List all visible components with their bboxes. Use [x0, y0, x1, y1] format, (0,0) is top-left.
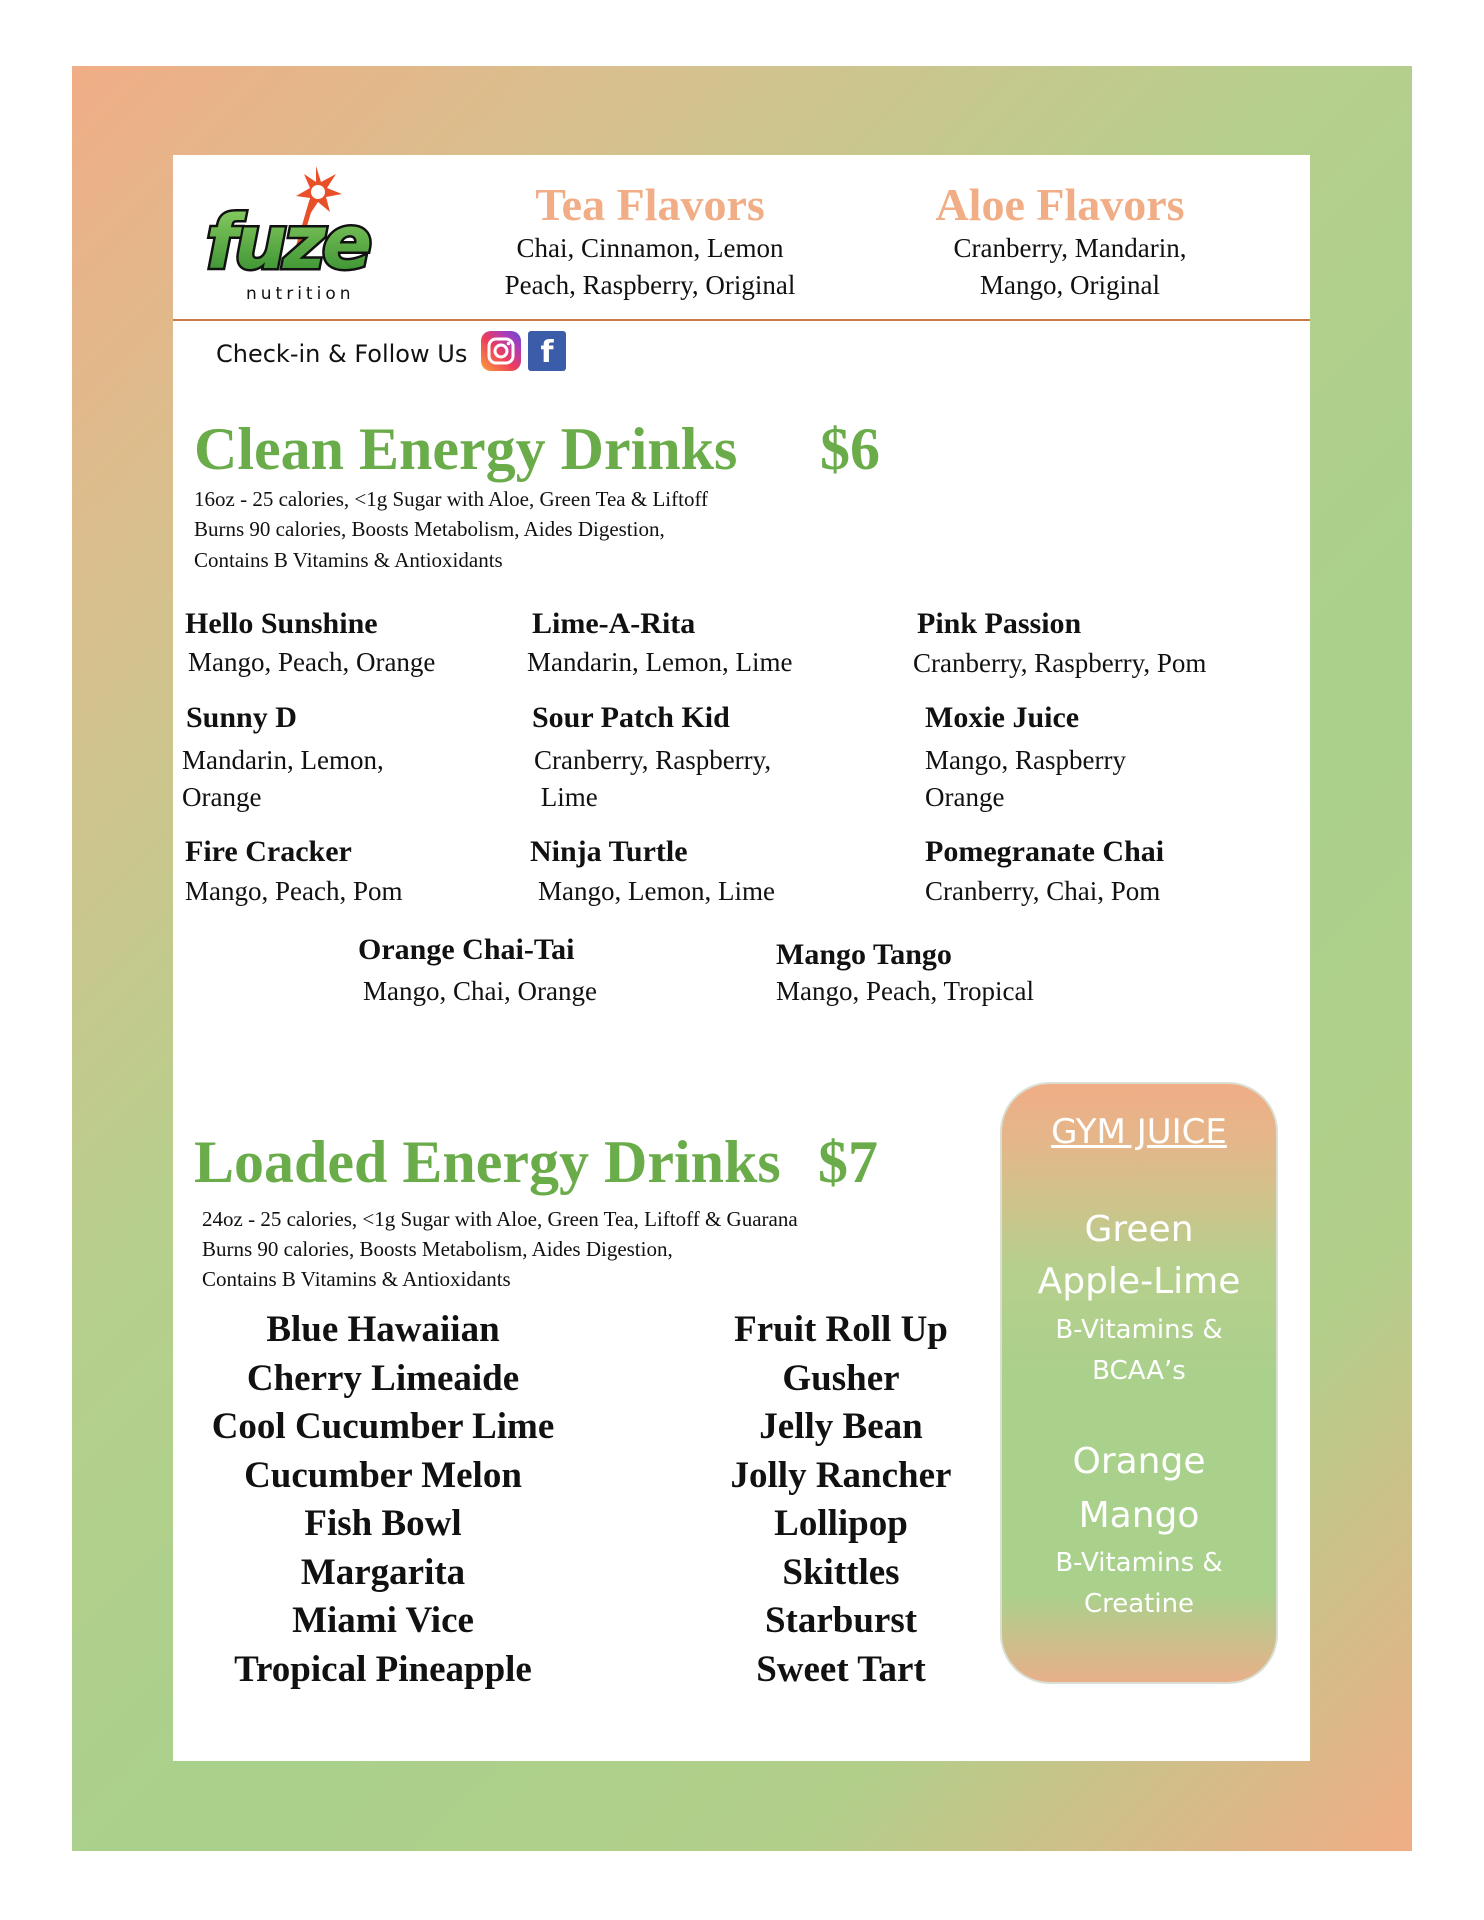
- logo-wordmark: fuze: [206, 200, 369, 286]
- instagram-icon[interactable]: [481, 331, 521, 371]
- loaded-right-list: [621, 1306, 1061, 1694]
- drink-name: Ninja Turtle: [530, 835, 688, 868]
- list-item: Cucumber Melon: [244, 1454, 522, 1496]
- drink-name: Pink Passion: [917, 607, 1082, 640]
- gym-item-1-sub-line-1: B-Vitamins &: [1055, 1315, 1223, 1345]
- aloe-flavors-line-1: Cranberry, Mandarin,: [953, 233, 1187, 263]
- gym-juice-box: [1000, 1082, 1278, 1684]
- gym-item-2-name-line-2: Mango: [1078, 1495, 1200, 1536]
- drink-flavors: Mango, Chai, Orange: [363, 976, 597, 1006]
- gym-item-1-name-line-2: Apple-Lime: [1037, 1261, 1241, 1302]
- list-item: Skittles: [782, 1551, 900, 1593]
- facebook-icon[interactable]: f: [528, 331, 566, 371]
- follow-us-text: Check-in & Follow Us: [216, 340, 468, 368]
- loaded-energy-desc-3: Contains B Vitamins & Antioxidants: [202, 1267, 511, 1291]
- clean-energy-desc-2: Burns 90 calories, Boosts Metabolism, Aides Digestion,: [194, 517, 665, 541]
- list-item: Miami Vice: [292, 1600, 474, 1641]
- list-item: Blue Hawaiian: [266, 1309, 500, 1350]
- drink-name: Orange Chai-Tai: [358, 933, 575, 966]
- tea-flavors-line-2: Peach, Raspberry, Original: [504, 270, 796, 300]
- drink-flavors: Mango, Raspberry: [925, 745, 1126, 775]
- drink-flavors: Cranberry, Raspberry, Pom: [913, 648, 1207, 678]
- fuze-logo: [200, 160, 416, 310]
- gym-item-1-name-line-1: Green: [1084, 1209, 1194, 1250]
- list-item: Fish Bowl: [304, 1503, 462, 1544]
- list-item: Margarita: [300, 1551, 466, 1593]
- drink-name: Lime-A-Rita: [532, 607, 696, 640]
- drink-name: Sunny D: [186, 701, 297, 734]
- gym-item-1-sub-line-2: BCAA’s: [1092, 1356, 1186, 1386]
- loaded-energy-desc-2: Burns 90 calories, Boosts Metabolism, Aides Digestion,: [202, 1237, 673, 1261]
- drink-flavors: Mango, Peach, Pom: [185, 876, 403, 906]
- drink-flavors: Mandarin, Lemon, Lime: [527, 647, 793, 677]
- list-item: Lollipop: [774, 1503, 908, 1544]
- loaded-energy-price: $7: [818, 1129, 878, 1195]
- drink-name: Moxie Juice: [925, 701, 1080, 734]
- drink-flavors: Cranberry, Raspberry,: [534, 745, 772, 775]
- loaded-energy-title: Loaded Energy Drinks: [194, 1129, 781, 1195]
- aloe-flavors-title: Aloe Flavors: [935, 179, 1185, 230]
- list-item: Cool Cucumber Lime: [211, 1406, 555, 1447]
- drink-name: Sour Patch Kid: [532, 701, 730, 734]
- list-item: Cherry Limeaide: [246, 1357, 520, 1399]
- drink-flavors: Mandarin, Lemon,: [182, 745, 384, 775]
- loaded-left-list: [163, 1306, 603, 1694]
- list-item: Starburst: [764, 1600, 918, 1641]
- drink-flavors: Mango, Peach, Orange: [188, 647, 436, 677]
- logo-tagline: nutrition: [246, 284, 355, 304]
- drink-flavors: Mango, Lemon, Lime: [538, 876, 775, 906]
- drink-flavors: Cranberry, Chai, Pom: [925, 876, 1161, 906]
- gym-item-2-sub-line-2: Creatine: [1083, 1589, 1195, 1619]
- list-item: Sweet Tart: [756, 1648, 926, 1690]
- loaded-energy-desc-1: 24oz - 25 calories, <1g Sugar with Aloe, Green Tea, Liftoff & Guarana: [202, 1207, 798, 1231]
- clean-energy-desc-3: Contains B Vitamins & Antioxidants: [194, 548, 503, 572]
- list-item: Fruit Roll Up: [734, 1309, 948, 1350]
- clean-energy-desc-1: 16oz - 25 calories, <1g Sugar with Aloe, Green Tea & Liftoff: [194, 487, 709, 511]
- drink-name: Pomegranate Chai: [925, 835, 1165, 868]
- drink-flavors: Lime: [534, 782, 598, 812]
- gym-item-2-sub-line-1: B-Vitamins &: [1055, 1548, 1223, 1578]
- list-item: Tropical Pineapple: [234, 1648, 532, 1690]
- gym-item-2-name-line-1: Orange: [1072, 1441, 1206, 1482]
- tea-flavors-line-1: Chai, Cinnamon, Lemon: [516, 233, 784, 263]
- list-item: Jolly Rancher: [730, 1454, 952, 1496]
- drink-name: Fire Cracker: [185, 835, 352, 868]
- aloe-flavors-line-2: Mango, Original: [980, 270, 1160, 300]
- tea-flavors-title: Tea Flavors: [535, 179, 765, 230]
- list-item: Gusher: [782, 1357, 900, 1399]
- clean-energy-price: $6: [820, 416, 880, 482]
- list-item: Jelly Bean: [759, 1406, 923, 1447]
- drink-flavors: Mango, Peach, Tropical: [776, 976, 1034, 1006]
- gym-juice-title: GYM JUICE: [1051, 1112, 1227, 1152]
- drink-flavors: Orange: [182, 782, 262, 812]
- drink-name: Hello Sunshine: [185, 607, 378, 640]
- drink-name: Mango Tango: [776, 938, 952, 971]
- header-divider: [173, 319, 1310, 321]
- drink-flavors: Orange: [925, 782, 1005, 812]
- clean-energy-title: Clean Energy Drinks: [194, 416, 738, 482]
